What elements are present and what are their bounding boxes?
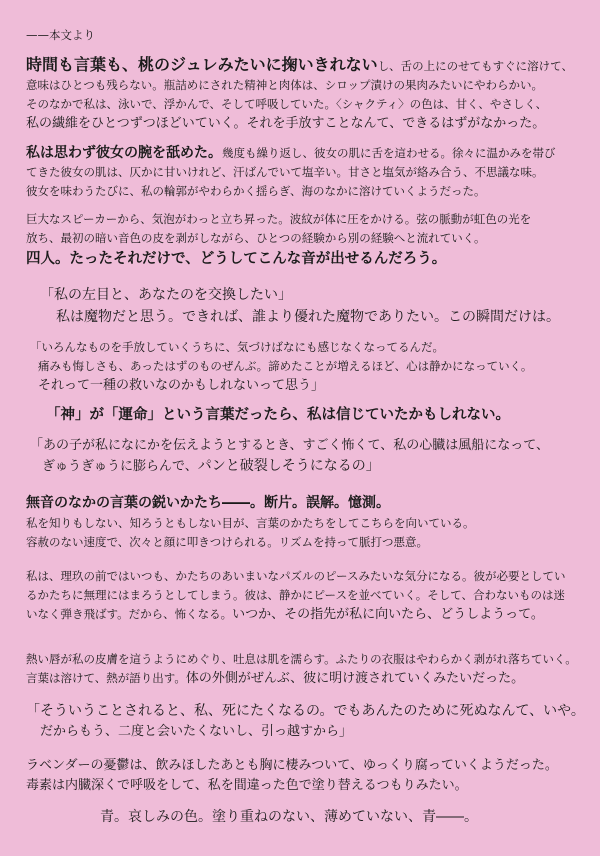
- para3-line2: 放ち、最初の暗い音色の皮を剥がしながら、ひとつの経験から別の経験へと流れていく。: [26, 231, 486, 245]
- para10-line1: 熱い唇が私の皮膚を這うようにめぐり、吐息は肌を濡らす。ふたりの衣服はやわらかく剥がれ落ちていく。: [26, 652, 577, 666]
- para13-line1: 青。哀しみの色。塗り重ねのない、薄めていない、青――。: [100, 809, 478, 825]
- para2-line2: てきた彼女の肌は、仄かに甘いけれど、汗ばんでいて塩辛い。甘さと塩気が絡み合う、不思議な味。: [26, 165, 544, 179]
- paragraph-9: [26, 567, 586, 625]
- para2-line1: 幾度も繰り返し、彼女の肌に舌を這わせる。徐々に温かみを帯び: [222, 146, 556, 160]
- para5-line1: 「いろんなものを手放していくうちに、気づけばなにも感じなくなってるんだ。: [30, 340, 444, 354]
- para2-lead: 私は思わず彼女の腕を舐めた。: [26, 145, 222, 161]
- paragraph-6: [46, 404, 600, 426]
- para2-line3: 彼女を味わうたびに、私の輪郭がやわらかく揺らぎ、海のなかに溶けていくようだった。: [26, 184, 486, 198]
- para3-line1: 巨大なスピーカーから、気泡がわっと立ち昇った。波紋が体に圧をかける。弦の脈動が虹色の光を: [26, 212, 532, 226]
- para10-line2a: 言葉は溶けて、熱が語り出す。: [26, 671, 186, 685]
- para12-line2: 毒素は内臓深くで呼吸をして、私を間違った色で塗り替えるつもりみたい。: [26, 778, 468, 793]
- para3-line3: 四人。たったそれだけで、どうしてこんな音が出せるんだろう。: [26, 251, 447, 267]
- header-caption: ——本文より: [26, 28, 95, 42]
- paragraph-10: [26, 650, 586, 689]
- paragraph-12: [26, 756, 586, 796]
- paragraph-1: [26, 55, 586, 134]
- para8-line3: 容赦のない速度で、次々と顔に叩きつけられる。リズムを持って脈打つ悪意。: [26, 535, 429, 549]
- para5-line3: それって一種の救いなのかもしれないって思う」: [38, 378, 325, 393]
- para11-line2: だからもう、二度と会いたくないし、引っ越すから」: [40, 724, 353, 739]
- para12-line1: ラベンダーの憂鬱は、飲みほしたあとも胸に棲みついて、ゆっくり腐っていくようだった。: [26, 758, 558, 773]
- paragraph-11: [26, 700, 586, 742]
- para4-line2: 私は魔物だと思う。できれば、誰より優れた魔物でありたい。この瞬間だけは。: [56, 309, 560, 325]
- para6-line1: 「神」が「運命」という言葉だったら、私は信じていたかもしれない。: [46, 407, 510, 423]
- para1-line3: そのなかで私は、泳いで、浮かんで、そして呼吸していた。〈シャクティ〉の色は、甘く、やさしく、: [26, 97, 548, 111]
- para9-line3a: いなく弾き飛ばす。だから、怖くなる。: [26, 607, 233, 621]
- paragraph-2: [26, 144, 586, 201]
- para1-line4: 私の繊維をひとつずつほどいていく。それを手放すことなんて、できるはずがなかった。: [26, 116, 546, 131]
- para8-line2: 私を知りもしない、知ろうともしない目が、言葉のかたちをしてこちらを向いている。: [26, 516, 475, 530]
- paragraph-13: [100, 806, 600, 828]
- paragraph-7: [30, 436, 590, 477]
- para9-line2: るかたちに無理にはまろうとしてしまう。彼は、静かにピースを並べていく。そして、合わないものは迷: [26, 588, 565, 602]
- para5-line2: 痛みも悔しさも、あったはずのものぜんぶ。諦めたことが増えるほど、心は静かになっていく。: [38, 359, 533, 373]
- para1-lead: 時間も言葉も、桃のジュレみたいに掬いきれない: [26, 55, 378, 74]
- para8-line1: 無音のなかの言葉の鋭いかたち――。断片。誤解。憶測。: [26, 495, 390, 511]
- para7-line1: 「あの子が私になにかを伝えようとするとき、すごく怖くて、私の心臓は風船になって、: [30, 438, 549, 453]
- para7-line2b: パンと破裂しそうになるの」: [197, 458, 380, 474]
- para4-line1: 「私の左目と、あなたのを交換したい」: [40, 287, 292, 303]
- para1-line2: 意味はひとつも残らない。瓶詰めにされた精神と肉体は、シロップ漬けの果肉みたいにやわらかい。: [26, 78, 544, 92]
- para11-line1: 「そういうことされると、私、死にたくなるの。でもあんたのために死ぬなんて、いや。: [26, 703, 585, 719]
- para1-line1: し、舌の上にのせてもすぐに溶けて、: [377, 59, 573, 73]
- para9-line3b: いつか、その指先が私に向いたら、どうしようって。: [232, 607, 544, 622]
- para9-line1: 私は、理玖の前ではいつも、かたちのあいまいなパズルのピースみたいな気分になる。彼が必要としてい: [26, 569, 566, 583]
- para10-line2b: 体の外側がぜんぶ、彼に明け渡されていくみたいだった。: [185, 671, 525, 686]
- para7-line2a: ぎゅうぎゅうに膨らんで、: [42, 459, 198, 474]
- paragraph-8: [26, 492, 586, 552]
- paragraph-4: [40, 284, 600, 328]
- paragraph-3: [26, 210, 586, 270]
- paragraph-5: [30, 338, 590, 396]
